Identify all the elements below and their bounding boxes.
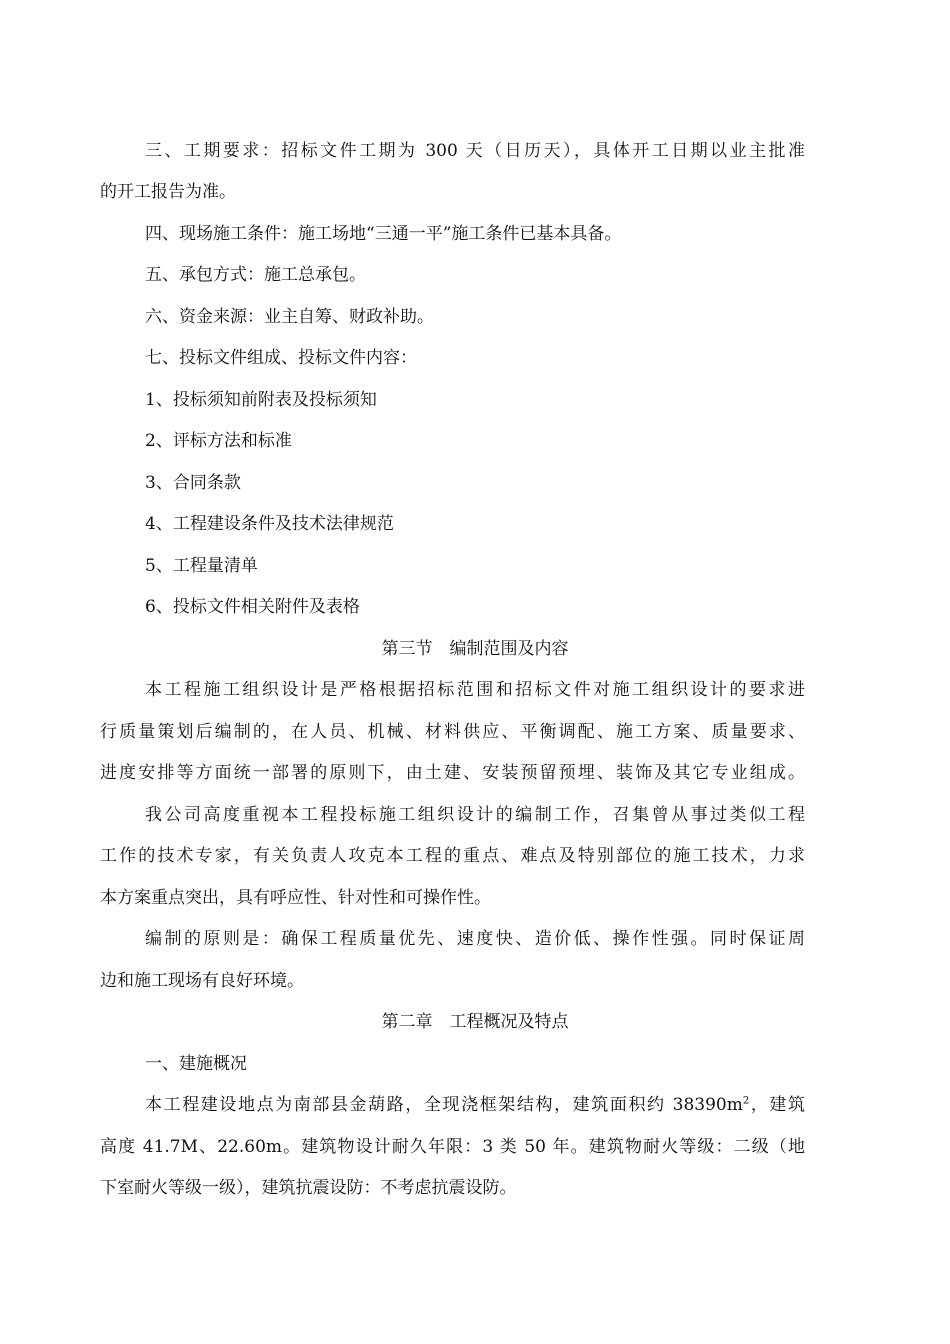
overview-text-a: 本工程建设地点为南部县金葫路，全现浇框架结构，建筑面积约 38390m bbox=[145, 1095, 743, 1115]
list-item: 6、投标文件相关附件及表格 bbox=[145, 597, 360, 617]
contract-mode-paragraph: 五、承包方式：施工总承包。 bbox=[145, 265, 366, 285]
chapter-two-heading: 第二章 工程概况及特点 bbox=[381, 1012, 569, 1032]
company-paragraph-line-2: 工作的技术专家，有关负责人攻克本工程的重点、难点及特别部位的施工技术，力求 bbox=[100, 846, 805, 866]
design-paragraph-line-2: 行质量策划后编制的，在人员、机械、材料供应、平衡调配、施工方案、质量要求、 bbox=[100, 722, 805, 742]
company-paragraph-line-3: 本方案重点突出，具有呼应性、针对性和可操作性。 bbox=[100, 888, 491, 908]
overview-paragraph-line-3: 下室耐火等级一级），建筑抗震设防：不考虑抗震设防。 bbox=[100, 1178, 517, 1198]
overview-text-b: ，建筑 bbox=[749, 1095, 806, 1115]
overview-paragraph-line-1 bbox=[145, 1093, 805, 1117]
construction-period-line-1: 三、工期要求：招标文件工期为 300 天（日历天），具体开工日期以业主批准 bbox=[145, 141, 805, 161]
list-item: 2、评标方法和标准 bbox=[145, 431, 292, 451]
principle-paragraph-line-1: 编制的原则是：确保工程质量优先、速度快、造价低、操作性强。同时保证周 bbox=[145, 929, 805, 949]
list-item: 1、投标须知前附表及投标须知 bbox=[145, 390, 377, 410]
list-item: 3、合同条款 bbox=[145, 473, 241, 493]
list-item: 5、工程量清单 bbox=[145, 556, 258, 576]
construction-period-line-2: 的开工报告为准。 bbox=[100, 182, 236, 202]
bid-docs-paragraph: 七、投标文件组成、投标文件内容： bbox=[145, 348, 417, 368]
list-item: 4、工程建设条件及技术法律规范 bbox=[145, 514, 394, 534]
building-overview-subheading: 一、建施概况 bbox=[145, 1054, 247, 1074]
site-conditions-paragraph: 四、现场施工条件：施工场地“三通一平”施工条件已基本具备。 bbox=[145, 224, 622, 244]
overview-paragraph-line-2: 高度 41.7M、22.60m。建筑物设计耐久年限：3 类 50 年。建筑物耐火等级：二级（地 bbox=[100, 1137, 805, 1157]
design-paragraph-line-3: 进度安排等方面统一部署的原则下，由土建、安装预留预埋、装饰及其它专业组成。 bbox=[100, 763, 805, 783]
company-paragraph-line-1: 我公司高度重视本工程投标施工组织设计的编制工作，召集曾从事过类似工程 bbox=[145, 805, 805, 825]
design-paragraph-line-1: 本工程施工组织设计是严格根据招标范围和招标文件对施工组织设计的要求进 bbox=[145, 680, 805, 700]
principle-paragraph-line-2: 边和施工现场有良好环境。 bbox=[100, 971, 304, 991]
funding-source-paragraph: 六、资金来源：业主自筹、财政补助。 bbox=[145, 307, 434, 327]
section-three-heading: 第三节 编制范围及内容 bbox=[381, 639, 569, 659]
area-unit-superscript: 2 bbox=[742, 1095, 750, 1107]
